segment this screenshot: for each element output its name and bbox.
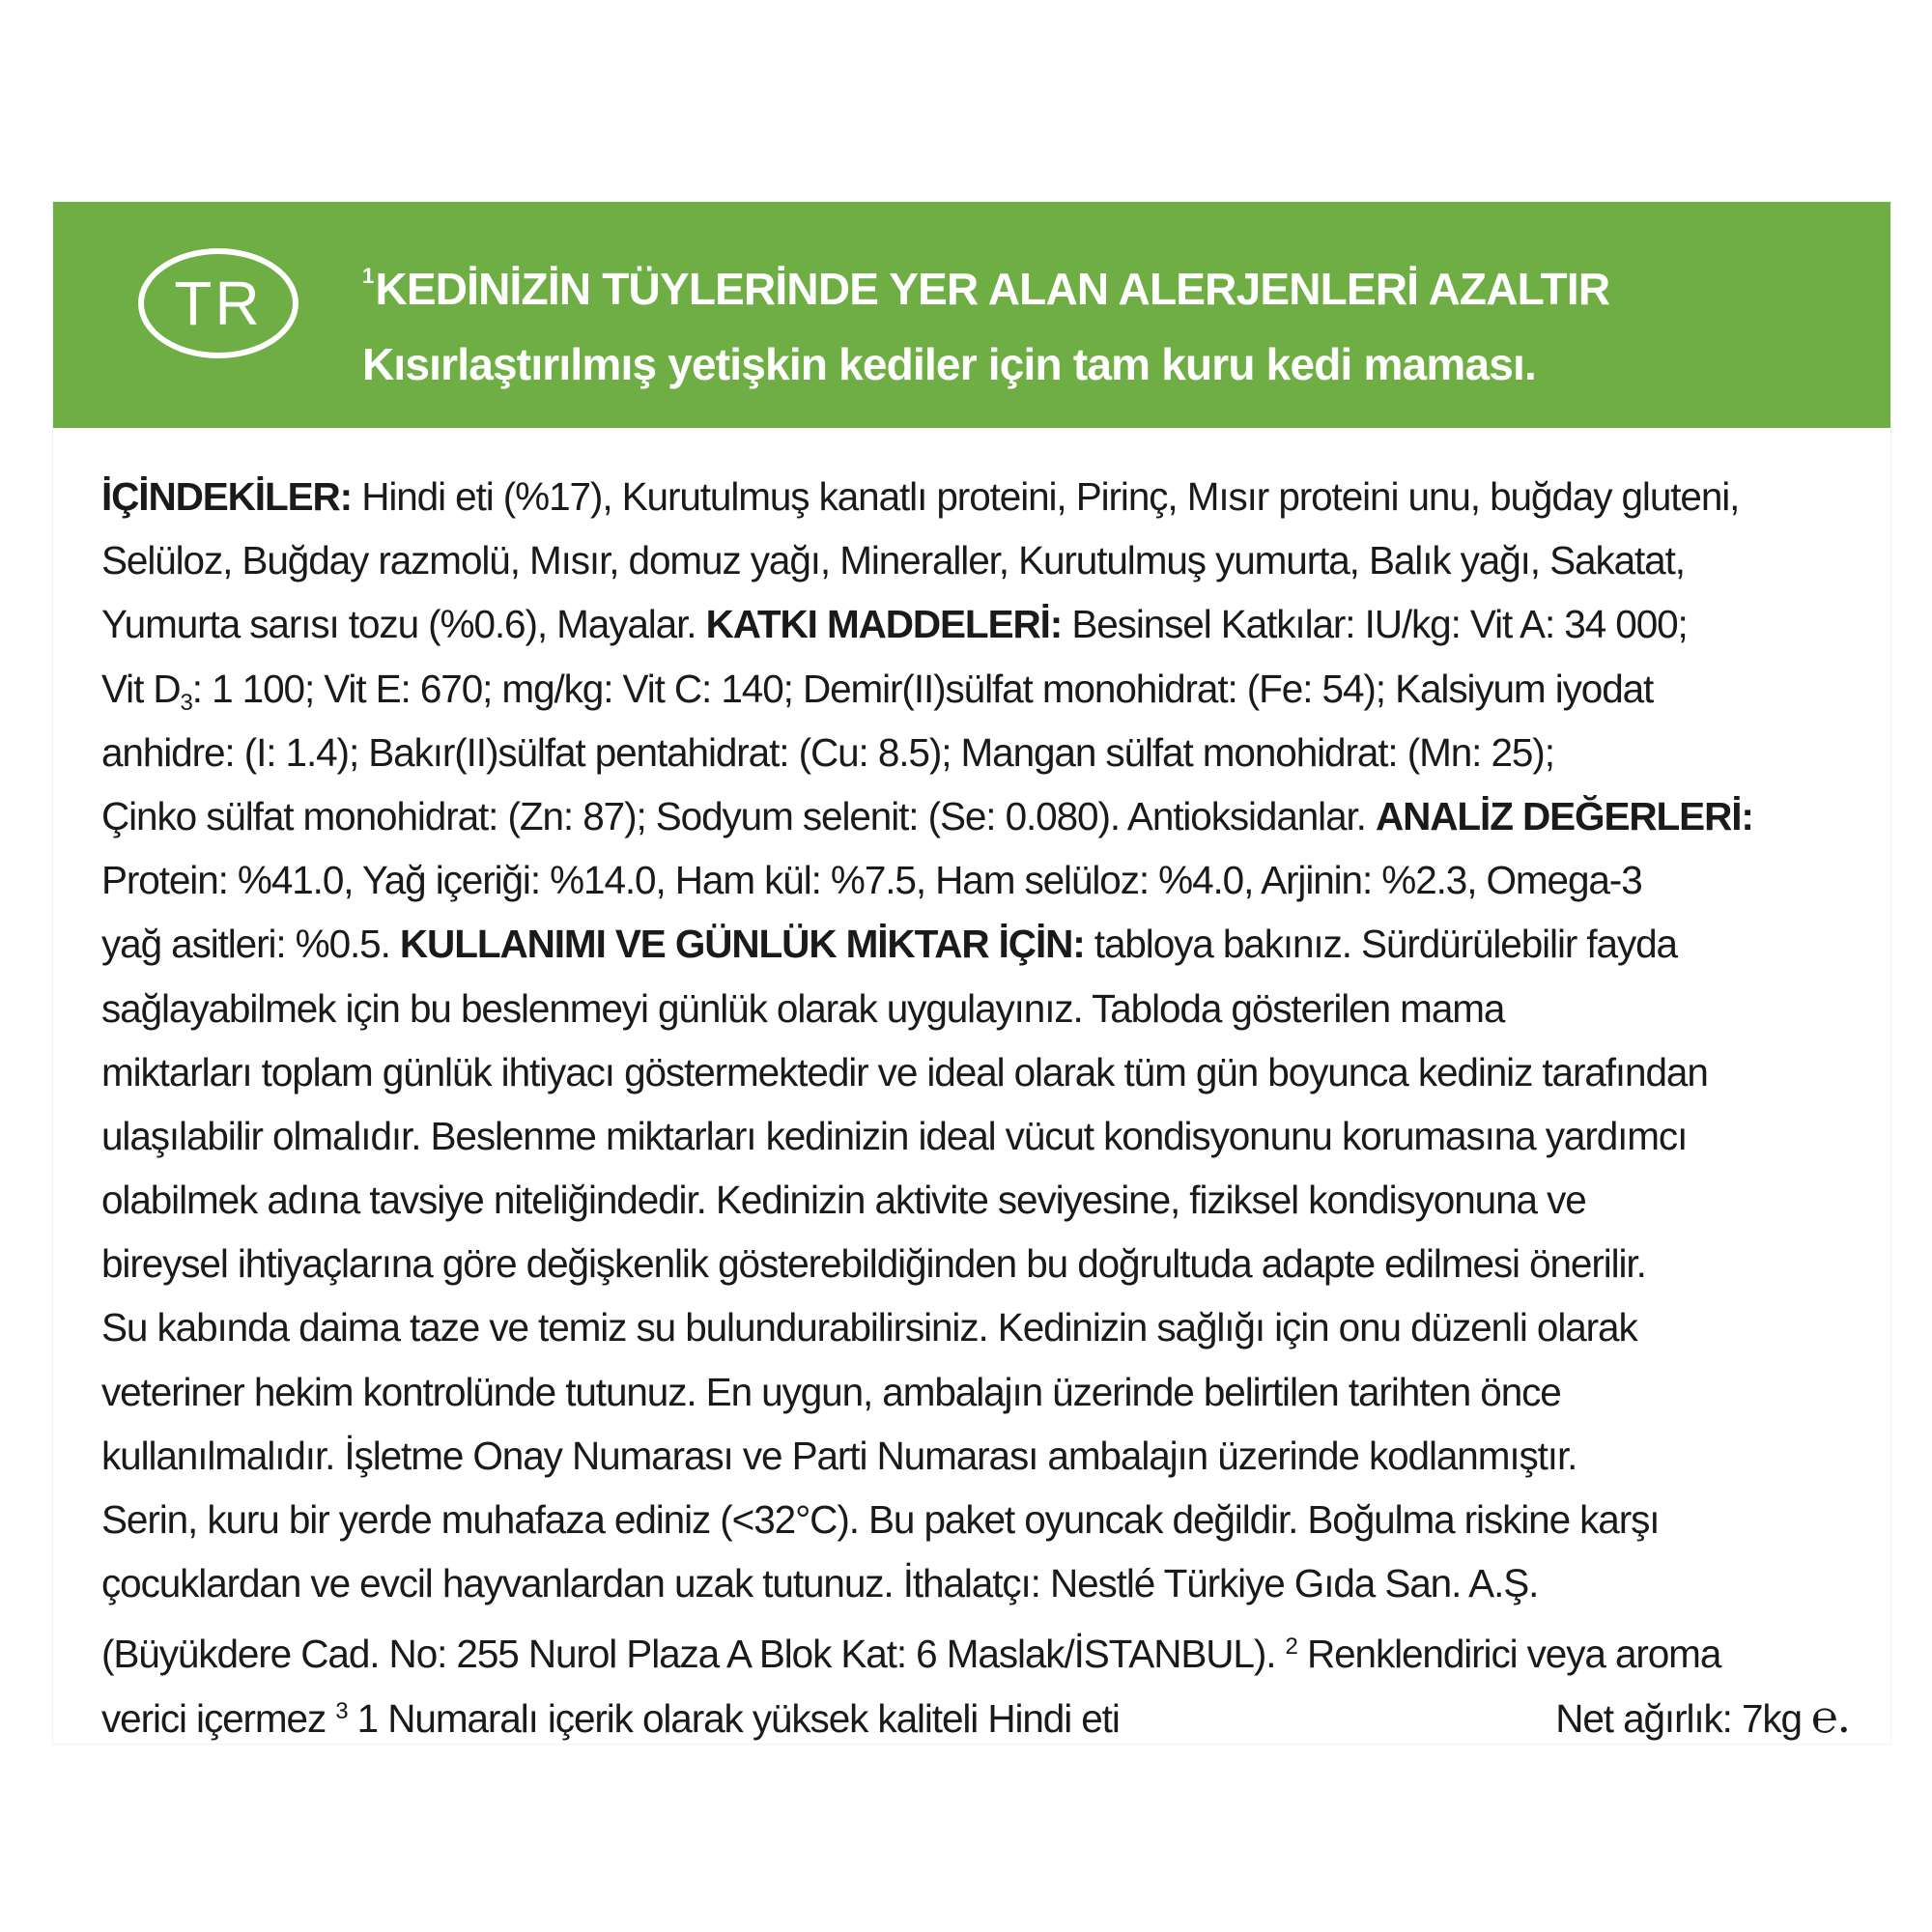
additives-text: Besinsel Katkılar: IU/kg: Vit A: 34 000; (1062, 602, 1688, 647)
vitamin-d-label: Vit D (101, 666, 181, 711)
footnote-marker-3: 3 (335, 1697, 348, 1724)
ingredients-text: Hindi eti (%17), Kurutulmuş kanatlı proteini, Pirinç, Mısır proteini unu, buğday gluteni, (352, 474, 1740, 519)
product-label-panel (53, 202, 1890, 1744)
text-line-18: çocuklardan ve evcil hayvanlardan uzak tutunuz. İthalatçı: Nestlé Türkiye Gıda San. A.Ş. (101, 1561, 1539, 1606)
analysis-label: ANALİZ DEĞERLERİ: (1375, 793, 1753, 838)
text-line-16: kullanılmalıdır. İşletme Onay Numarası ve Parti Numarası ambalajın üzerinde kodlanmıştır. (101, 1433, 1577, 1478)
text-line-6 (101, 784, 1850, 848)
additives-label: KATKI MADDELERİ: (705, 602, 1063, 647)
text-line-11: ulaşılabilir olmalıdır. Beslenme miktarları kedinizin ideal vücut kondisyonunu korumasına yardımcı (101, 1113, 1688, 1158)
text-line-10: miktarları toplam günlük ihtiyacı göstermektedir ve ideal olarak tüm gün boyunca kediniz tarafından (101, 1049, 1708, 1094)
text-line-12: olabilmek adına tavsiye niteliğindedir. Kedinizin aktivite seviyesine, fiziksel kondisyonuna ve (101, 1178, 1586, 1223)
text-line-14: Su kabında daima taze ve temiz su bulundurabilirsiniz. Kedinizin sağlığı için onu düzenli olarak (101, 1305, 1637, 1350)
footnote-marker-2: 2 (1285, 1634, 1297, 1661)
text-line-17: Serin, kuru bir yerde muhafaza ediniz (<32°C). Bu paket oyuncak değildir. Boğulma riskine karşı (101, 1497, 1660, 1542)
text-line-4-rest: : 1 100; Vit E: 670; mg/kg: Vit C: 140; Demir(II)sülfat monohidrat: (Fe: 54); Kalsiyum iyodat (191, 666, 1654, 711)
text-line-3 (101, 592, 1850, 656)
text-line-8-start: yağ asitleri: %0.5. (101, 922, 400, 967)
footnote-text (101, 1680, 1120, 1750)
estimated-sign-icon: ℮. (1810, 1690, 1850, 1743)
header-title-text: KEDİNİZİN TÜYLERİNDE YER ALAN ALERJENLERİ AZALTIR (375, 264, 1610, 314)
text-line-4 (101, 657, 1850, 721)
text-line-6-start: Çinko sülfat monohidrat: (Zn: 87); Sodyum selenit: (Se: 0.080). Antioksidanlar. (101, 793, 1376, 838)
text-line-2: Selüloz, Buğday razmolü, Mısır, domuz yağı, Mineraller, Kurutulmuş yumurta, Balık yağı, Sakatat, (101, 538, 1685, 583)
header-subtitle: Kısırlaştırılmış yetişkin kediler için tam kuru kedi maması. (362, 339, 1537, 389)
header-title (362, 239, 1609, 327)
vitamin-d-subscript: 3 (180, 689, 192, 716)
net-weight-block (1555, 1685, 1850, 1750)
text-line-3-start: Yumurta sarısı tozu (%0.6), Mayalar. (101, 602, 706, 647)
text-line-20-rest: 1 Numaralı içerik olarak yüksek kaliteli Hindi eti (347, 1695, 1120, 1741)
footnote-marker-1: 1 (362, 264, 374, 288)
text-line-19-rest: Renklendirici veya aroma (1296, 1632, 1721, 1677)
usage-label: KULLANIMI VE GÜNLÜK MİKTAR İÇİN: (399, 922, 1085, 967)
text-line-9: sağlayabilmek için bu beslenmeyi günlük olarak uygulayınız. Tabloda gösterilen mama (101, 985, 1505, 1031)
net-weight: Net ağırlık: 7kg (1555, 1695, 1802, 1741)
text-line-20-start: verici içermez (101, 1695, 336, 1741)
header-text (362, 239, 1609, 402)
text-line-7: Protein: %41.0, Yağ içeriği: %14.0, Ham kül: %7.5, Ham selüloz: %4.0, Arjinin: %2.3, Omega-3 (101, 858, 1642, 903)
text-line-19 (101, 1615, 1850, 1679)
ingredients-label: İÇİNDEKİLER: (101, 474, 353, 519)
text-line-8 (101, 912, 1850, 976)
text-line-20 (101, 1680, 1850, 1744)
ingredients-text-block (101, 465, 1850, 1744)
text-line-19-start: (Büyükdere Cad. No: 255 Nurol Plaza A Blok Kat: 6 Maslak/İSTANBUL). (101, 1632, 1286, 1677)
country-code-badge: TR (138, 248, 298, 358)
header-band (53, 202, 1890, 428)
text-line-5: anhidre: (I: 1.4); Bakır(II)sülfat pentahidrat: (Cu: 8.5); Mangan sülfat monohidrat: (Mn: 25); (101, 729, 1554, 775)
text-line-15: veteriner hekim kontrolünde tutunuz. En uygun, ambalajın üzerinde belirtilen tarihten önce (101, 1369, 1561, 1414)
text-line-13: bireysel ihtiyaçlarına göre değişkenlik gösterebildiğinden bu doğrultuda adapte edilmesi önerilir. (101, 1241, 1646, 1287)
text-line-8-rest: tabloya bakınız. Sürdürülebilir fayda (1084, 922, 1677, 967)
text-line-1 (101, 465, 1850, 528)
